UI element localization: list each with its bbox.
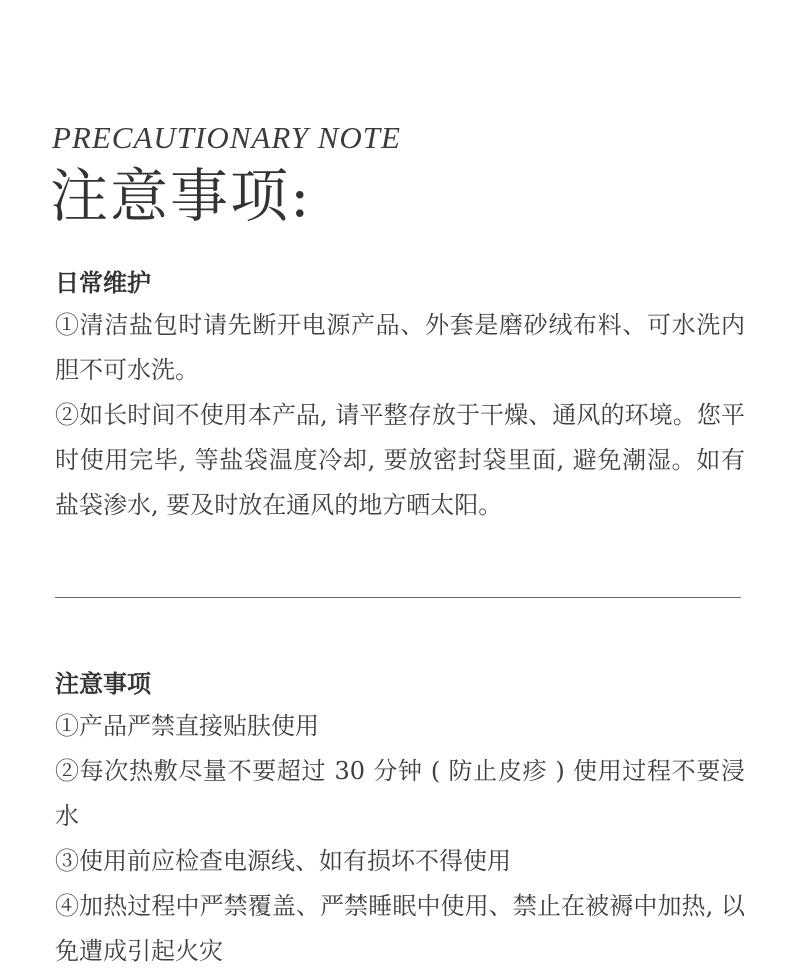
precautions-section [55,664,745,974]
daily-care-heading: 日常维护 [55,268,151,297]
precaution-item-2: ②每次热敷尽量不要超过 30 分钟 ( 防止皮疹 ) 使用过程不要浸水 [55,757,745,830]
daily-care-section [55,263,745,528]
precaution-item-4: ④加热过程中严禁覆盖、严禁睡眠中使用、禁止在被褥中加热, 以免遭成引起火灾 [55,892,745,965]
english-title: PRECAUTIONARY NOTE [52,120,401,155]
chinese-title: 注意事项: [50,162,312,230]
precaution-item-3: ③使用前应检查电源线、如有损坏不得使用 [55,847,511,875]
daily-care-item-1: ①清洁盐包时请先断开电源产品、外套是磨砂绒布料、可水洗内胆不可水洗。 [55,311,745,384]
precaution-item-1: ①产品严禁直接贴肤使用 [55,712,319,740]
daily-care-item-2: ②如长时间不使用本产品, 请平整存放于干燥、通风的环境。您平时使用完毕, 等盐袋温度冷却, 要放密封袋里面, 避免潮湿。如有盐袋渗水, 要及时放在通风的地方晒太阳。 [55,401,745,519]
precautions-heading: 注意事项 [55,669,151,698]
section-divider [55,597,741,598]
